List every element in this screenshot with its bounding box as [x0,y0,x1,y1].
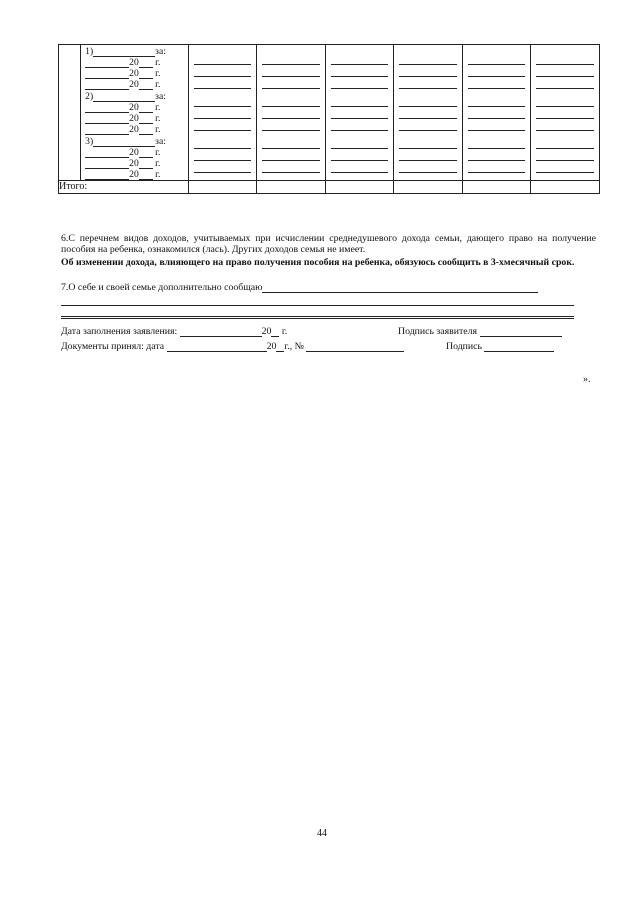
fill-date-label: Дата заполнения заявления: [61,326,178,337]
value-field[interactable] [262,77,320,89]
value-field[interactable] [262,137,320,149]
value-field[interactable] [536,119,594,131]
value-group [394,95,462,131]
applicant-signature-field[interactable] [480,327,562,337]
value-field[interactable] [468,119,526,131]
total-cell [462,181,531,194]
value-group [531,53,599,89]
period-row [85,113,186,124]
total-row [59,181,600,194]
value-field[interactable] [399,161,457,173]
value-group [394,137,462,173]
value-field[interactable] [468,77,526,89]
period-date-field[interactable] [85,158,129,169]
value-field[interactable] [536,95,594,107]
value-group [257,137,325,173]
value-field[interactable] [468,53,526,65]
value-group [463,95,531,131]
value-field[interactable] [399,77,457,89]
period-name-field[interactable] [93,136,155,147]
period-year-field[interactable] [139,68,153,79]
period-header [85,91,186,102]
period-number: 1) [85,46,94,57]
period-row [85,158,186,169]
period-date-field[interactable] [85,113,129,124]
value-group [394,53,462,89]
value-field[interactable] [331,53,389,65]
total-cell [188,181,257,194]
value-field[interactable] [399,53,457,65]
value-group [531,137,599,173]
period-year-suffix: г. [155,169,161,180]
period-row [85,147,186,158]
receiver-signature-field[interactable] [484,342,554,352]
value-field[interactable] [536,149,594,161]
period-row [85,57,186,68]
section-7-line [61,282,538,293]
period-year-field[interactable] [139,57,153,68]
period-row [85,169,186,180]
value-group [326,95,394,131]
period-year-field[interactable] [139,169,153,180]
value-cell [394,45,463,181]
value-group [326,137,394,173]
period-year: 20 [129,79,139,90]
income-table-row [59,45,600,181]
period-year: 20 [129,57,139,68]
total-label: Итого: [59,181,189,194]
section-7-label: О себе и своей семье дополнительно сообщаю [68,282,263,293]
value-field[interactable] [536,53,594,65]
value-group [257,53,325,89]
value-field[interactable] [194,149,252,161]
period-date-field[interactable] [85,124,129,135]
period-suffix: за: [155,46,166,57]
value-field[interactable] [194,95,252,107]
period-year-suffix: г. [155,79,161,90]
period-row [85,79,186,90]
value-field[interactable] [399,65,457,77]
section-7-number: 7. [61,282,69,293]
period-year-suffix: г. [155,113,161,124]
value-field[interactable] [194,53,252,65]
period-date-field[interactable] [85,169,129,180]
fill-date-field[interactable] [180,327,262,337]
value-field[interactable] [331,107,389,119]
fill-date-year-field[interactable] [271,327,279,337]
docs-accepted-line [61,341,404,352]
value-field[interactable] [468,137,526,149]
receiver-signature-line [446,341,554,352]
period-row [85,68,186,79]
value-field[interactable] [468,107,526,119]
value-field[interactable] [536,137,594,149]
value-group [531,95,599,131]
value-group [326,53,394,89]
period-date-field[interactable] [85,79,129,90]
period-number: 3) [85,136,94,147]
value-field[interactable] [468,161,526,173]
value-field[interactable] [468,149,526,161]
value-field[interactable] [194,137,252,149]
value-field[interactable] [331,161,389,173]
value-field[interactable] [536,161,594,173]
value-field[interactable] [194,65,252,77]
period-header [85,46,186,57]
value-cell [325,45,394,181]
value-field[interactable] [331,65,389,77]
value-field[interactable] [262,95,320,107]
value-field[interactable] [262,119,320,131]
value-field[interactable] [536,77,594,89]
period-year: 20 [129,113,139,124]
docs-year: 20 [266,341,277,352]
period-year-field[interactable] [139,102,153,113]
applicant-signature-label: Подпись заявителя [398,326,478,337]
value-field[interactable] [399,119,457,131]
period-year-suffix: г. [155,102,161,113]
period-year: 20 [129,147,139,158]
value-field[interactable] [536,65,594,77]
period-row [85,124,186,135]
value-field[interactable] [262,161,320,173]
value-field[interactable] [468,65,526,77]
period-date-field[interactable] [85,68,129,79]
period-year-suffix: г. [155,158,161,169]
period-name-field[interactable] [93,91,155,102]
value-field[interactable] [262,65,320,77]
period-year-field[interactable] [139,147,153,158]
period-group [81,90,188,135]
value-group [257,95,325,131]
period-year-suffix: г. [155,68,161,79]
value-field[interactable] [399,137,457,149]
table-cell-empty [59,45,81,181]
value-field[interactable] [331,95,389,107]
value-cell [188,45,257,181]
period-number: 2) [85,91,94,102]
period-year: 20 [129,102,139,113]
info-field-line[interactable] [61,304,574,306]
value-field[interactable] [262,149,320,161]
total-cell [325,181,394,194]
value-field[interactable] [262,107,320,119]
period-year-suffix: г. [155,124,161,135]
fill-date-year: 20 [261,326,272,337]
period-date-field[interactable] [85,147,129,158]
period-header [85,136,186,147]
value-cell [531,45,600,181]
value-field[interactable] [331,137,389,149]
fill-date-year-suffix: г. [281,326,288,337]
value-group [463,53,531,89]
income-table [58,44,600,194]
period-year-suffix: г. [155,57,161,68]
value-field[interactable] [331,149,389,161]
docs-number-field[interactable] [306,342,404,352]
receiver-signature-label: Подпись [446,341,482,352]
value-group [189,137,257,173]
value-field[interactable] [194,161,252,173]
period-cell [81,45,189,181]
value-field[interactable] [399,107,457,119]
period-year-field[interactable] [139,158,153,169]
period-year-field[interactable] [139,124,153,135]
value-cell [462,45,531,181]
section-6-text: 6.С перечнем видов доходов, учитываемых при исчислении среднедушевого дохода семьи, дающего право на получение пособия на ребенка, ознакомился (лась). Других доходов семья не имеет. [61,233,596,256]
applicant-signature-line [398,326,562,337]
value-field[interactable] [399,149,457,161]
value-field[interactable] [194,77,252,89]
value-field[interactable] [331,119,389,131]
period-suffix: за: [155,91,166,102]
total-cell [531,181,600,194]
value-field[interactable] [194,119,252,131]
docs-year-suffix: г., № [284,341,304,352]
closing-quote: ». [583,374,591,385]
period-year: 20 [129,68,139,79]
value-field[interactable] [331,77,389,89]
period-year-field[interactable] [139,113,153,124]
period-suffix: за: [155,136,166,147]
page-number: 44 [317,828,327,839]
docs-accepted-label: Документы принял: дата [61,341,165,352]
value-group [189,53,257,89]
value-group [463,137,531,173]
total-cell [394,181,463,194]
value-field[interactable] [194,107,252,119]
period-year-field[interactable] [139,79,153,90]
fill-date-line [61,326,287,337]
value-cell [257,45,326,181]
info-field-line[interactable] [61,317,574,319]
info-field[interactable] [262,283,538,293]
value-field[interactable] [399,95,457,107]
period-name-field[interactable] [93,46,155,57]
period-year: 20 [129,158,139,169]
value-field[interactable] [262,53,320,65]
section-6-notice: Об изменении дохода, влияющего на право получения пособия на ребенка, обязуюсь сообщить в 3-хмесячный срок. [61,257,575,268]
value-field[interactable] [536,107,594,119]
period-date-field[interactable] [85,57,129,68]
value-group [189,95,257,131]
period-group [81,45,188,90]
period-year: 20 [129,124,139,135]
period-row [85,102,186,113]
period-year-suffix: г. [155,147,161,158]
value-field[interactable] [468,95,526,107]
period-year: 20 [129,169,139,180]
period-date-field[interactable] [85,102,129,113]
docs-date-field[interactable] [167,342,267,352]
total-cell [257,181,326,194]
period-group [81,135,188,180]
